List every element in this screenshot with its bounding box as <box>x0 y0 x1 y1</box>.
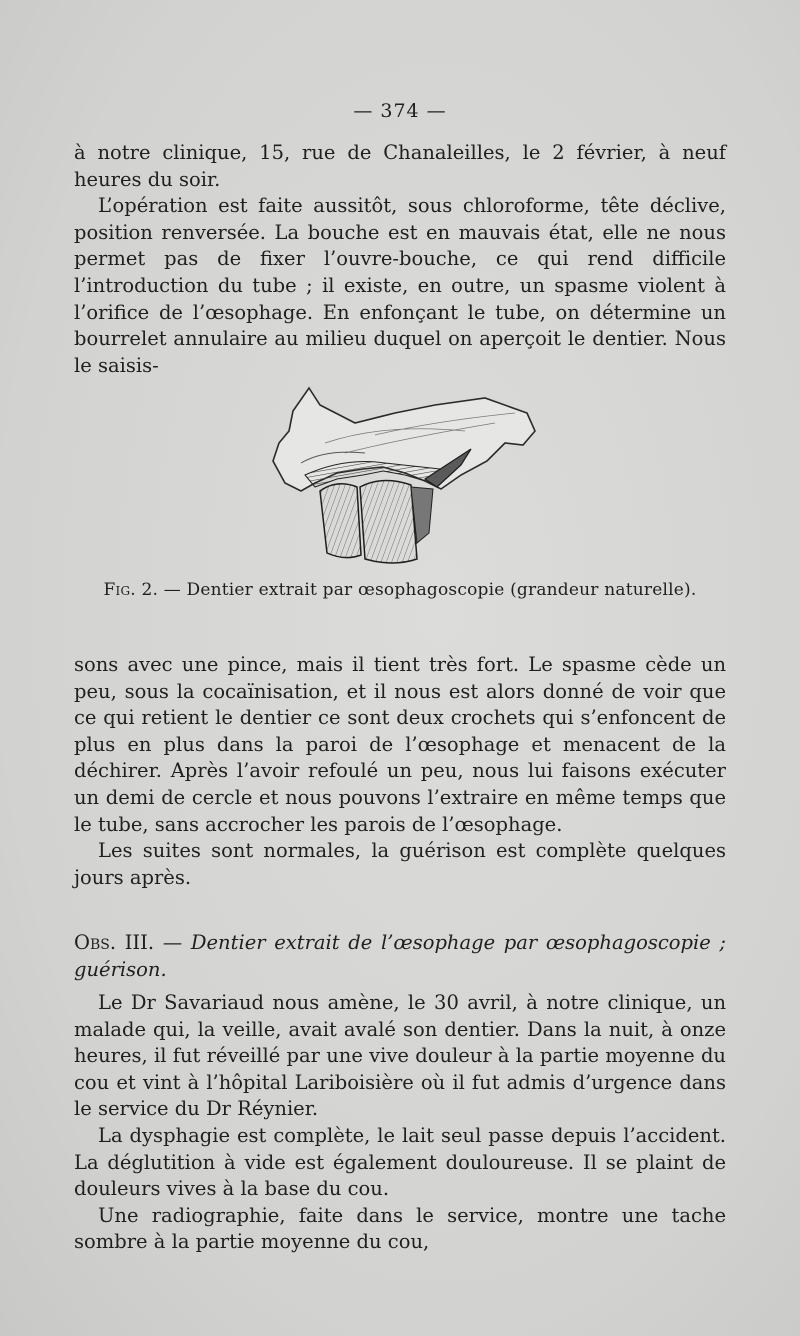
paragraph: L’opération est faite aussitôt, sous chloroforme, tête déclive, position renversée. La bouche est en mauvais état, elle ne nous permet pas de fixer l’ouvre-bouche, ce qui rend difficile l’introduction du tube ; il existe, en outre, un spasme violent à l’orifice de l’œsophage. En enfonçant le tube, on détermine un bourrelet annulaire au milieu duquel on aperçoit le dentier. Nous le saisis- <box>74 194 726 377</box>
text-block-bottom <box>74 990 726 1256</box>
paragraph: Le Dr Savariaud nous amène, le 30 avril, à notre clinique, un malade qui, la veille, avait avalé son dentier. Dans la nuit, à onze heures, il fut réveillé par une vive douleur à la partie moyenne du cou et vint à l’hôpital Lariboisière où il fut admis d’urgence dans le service du Dr Réynier. <box>74 991 726 1121</box>
text-block-top <box>74 140 726 379</box>
observation-label: Obs. III. <box>74 931 155 954</box>
paragraph: sons avec une pince, mais il tient très fort. Le spasme cède un peu, sous la cocaïnisation, et il nous est alors donné de voir que ce qui retient le dentier ce sont deux crochets qui s’enfoncent de plus en plus dans la paroi de l’œsophage et menacent de la déchirer. Après l’avoir refoulé un peu, nous lui faisons exécuter un demi de cercle et nous pouvons l’extraire en même temps que le tube, sans accrocher les parois de l’œsophage. <box>74 653 726 836</box>
denture-illustration <box>265 383 540 568</box>
page-number: — 374 — <box>353 100 447 122</box>
paragraph: Une radiographie, faite dans le service, montre une tache sombre à la partie moyenne du cou, <box>74 1203 726 1254</box>
observation-title: — Dentier extrait de l’œsophage par œsophagoscopie ; guérison. <box>74 931 726 981</box>
paragraph: Les suites sont normales, la guérison est complète quelques jours après. <box>74 839 726 889</box>
paragraph: à notre clinique, 15, rue de Chanaleilles, le 2 février, à neuf heures du soir. <box>74 141 726 191</box>
figure-caption <box>0 580 800 600</box>
text-block-middle <box>74 652 726 891</box>
observation-heading <box>74 930 726 983</box>
figure-label: Fig. 2. <box>103 580 159 600</box>
paragraph: La dysphagie est complète, le lait seul passe depuis l’accident. La déglutition à vide est également douloureuse. Il se plaint de douleurs vives à la base du cou. <box>74 1123 726 1201</box>
figure-caption-text: — Dentier extrait par œsophagoscopie (grandeur naturelle). <box>163 580 697 600</box>
